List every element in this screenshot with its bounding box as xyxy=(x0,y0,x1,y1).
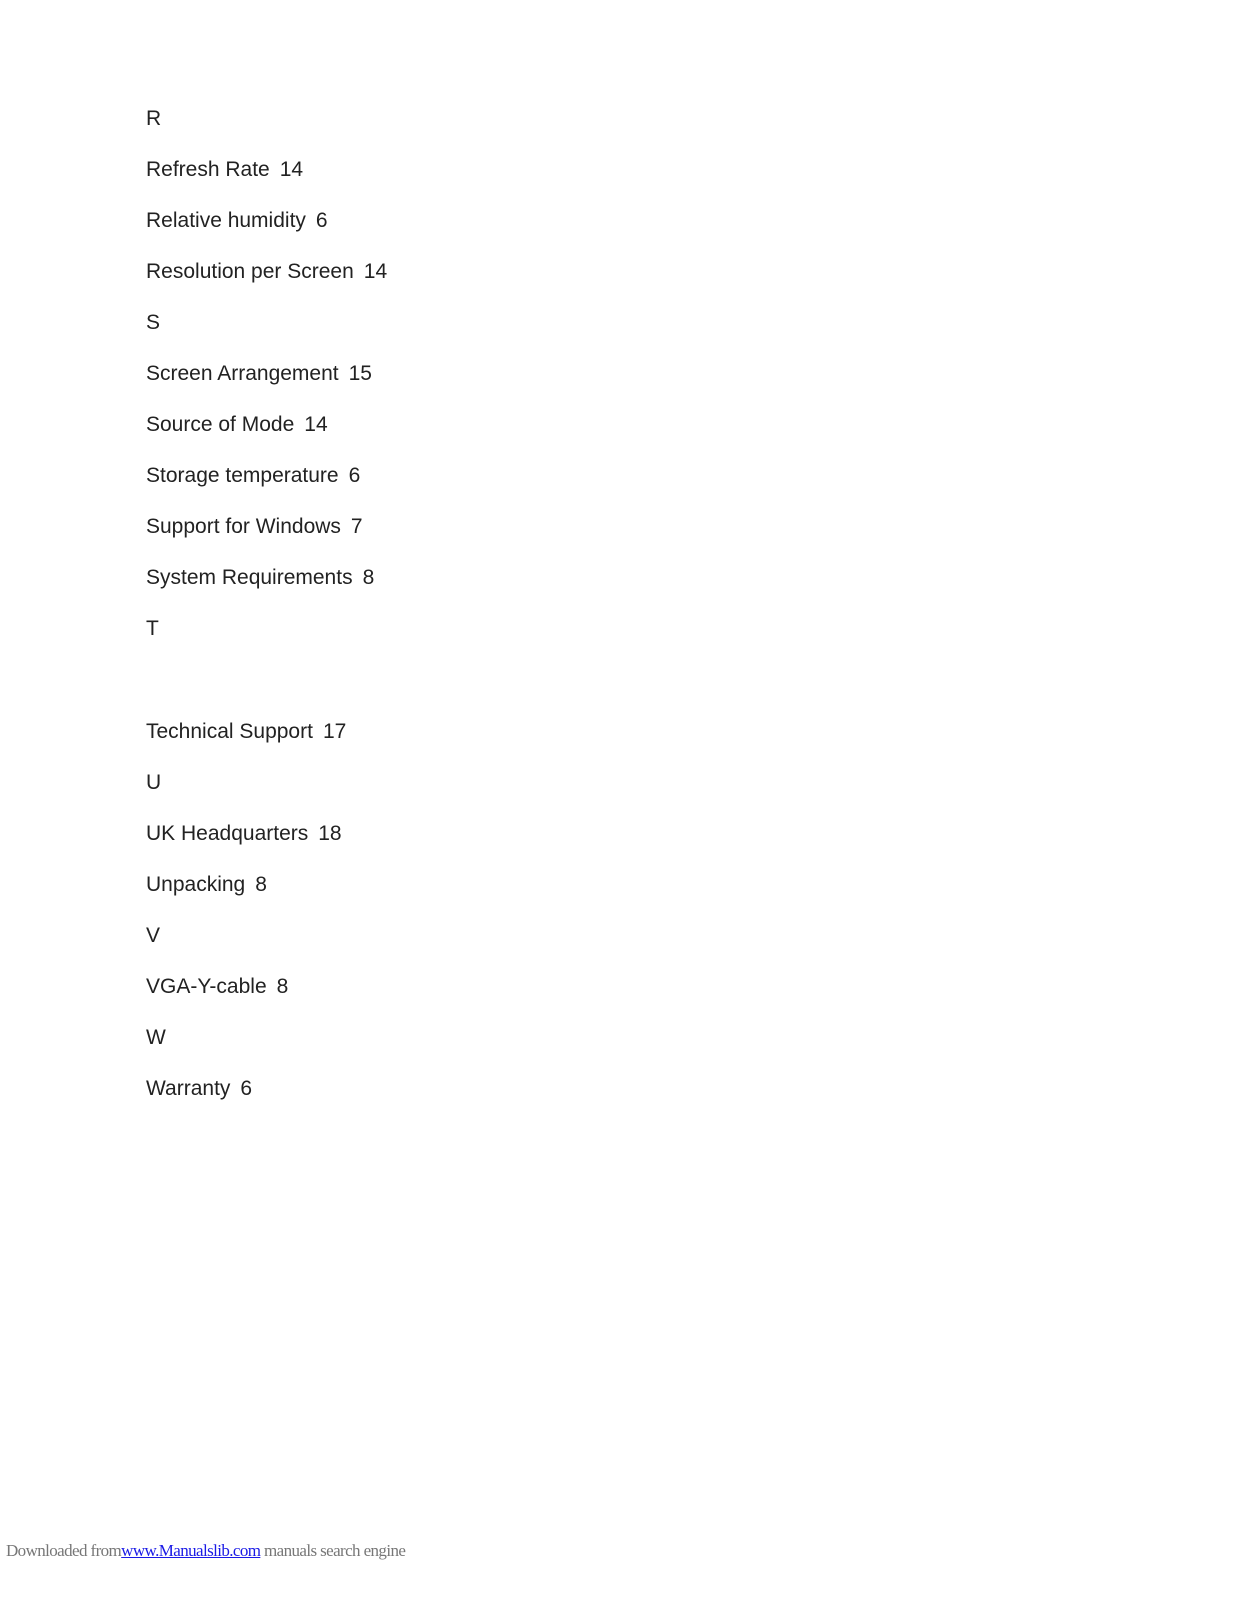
index-letter-s xyxy=(146,308,387,359)
index-entry xyxy=(146,257,387,308)
download-footer xyxy=(6,1541,405,1561)
index-term: System Requirements xyxy=(146,566,353,589)
index-term: Screen Arrangement xyxy=(146,362,339,385)
index-entry xyxy=(146,870,387,921)
index-list xyxy=(146,104,387,1125)
index-entry xyxy=(146,512,387,563)
footer-suffix: manuals search engine xyxy=(264,1541,406,1560)
index-term: Technical Support xyxy=(146,720,313,743)
index-page-number: 14 xyxy=(304,413,328,436)
index-letter: T xyxy=(146,617,159,640)
index-page-number: 6 xyxy=(348,464,361,487)
index-entry xyxy=(146,206,387,257)
index-letter: U xyxy=(146,771,162,794)
index-page-number: 8 xyxy=(255,873,267,896)
index-letter-r xyxy=(146,104,387,155)
index-page-number: 8 xyxy=(276,975,289,998)
index-term: Warranty xyxy=(146,1077,231,1100)
index-page-number: 6 xyxy=(240,1077,253,1100)
index-letter-u xyxy=(146,768,387,819)
index-term: VGA-Y-cable xyxy=(146,975,267,998)
index-letter: W xyxy=(146,1026,166,1049)
index-entry xyxy=(146,1074,387,1125)
index-entry xyxy=(146,155,387,206)
index-letter-w xyxy=(146,1023,387,1074)
index-page-number: 6 xyxy=(315,209,328,232)
index-page-number: 18 xyxy=(318,822,342,845)
manualslib-link[interactable]: www.Manualslib.com xyxy=(121,1541,261,1560)
index-page-number: 14 xyxy=(279,158,304,181)
index-letter-t xyxy=(146,614,387,717)
index-page-number: 7 xyxy=(350,515,363,538)
index-page-number: 14 xyxy=(363,260,388,283)
index-letter: V xyxy=(146,924,161,947)
index-page-number: 15 xyxy=(348,362,372,385)
footer-prefix: Downloaded from xyxy=(6,1541,122,1560)
index-entry xyxy=(146,972,387,1023)
index-entry xyxy=(146,717,387,768)
index-entry xyxy=(146,819,387,870)
index-letter-v xyxy=(146,921,387,972)
index-letter: R xyxy=(146,107,162,130)
index-page-number: 17 xyxy=(322,720,347,743)
index-term: UK Headquarters xyxy=(146,822,309,845)
index-entry xyxy=(146,461,387,512)
index-term: Refresh Rate xyxy=(146,158,270,181)
index-entry xyxy=(146,563,387,614)
index-page-number: 8 xyxy=(362,566,375,589)
index-term: Unpacking xyxy=(146,873,246,896)
index-term: Support for Windows xyxy=(146,515,341,538)
index-entry xyxy=(146,410,387,461)
index-term: Resolution per Screen xyxy=(146,260,354,283)
index-term: Storage temperature xyxy=(146,464,339,487)
index-entry xyxy=(146,359,387,410)
index-letter: S xyxy=(146,311,161,334)
index-term: Relative humidity xyxy=(146,209,306,232)
index-term: Source of Mode xyxy=(146,413,295,436)
